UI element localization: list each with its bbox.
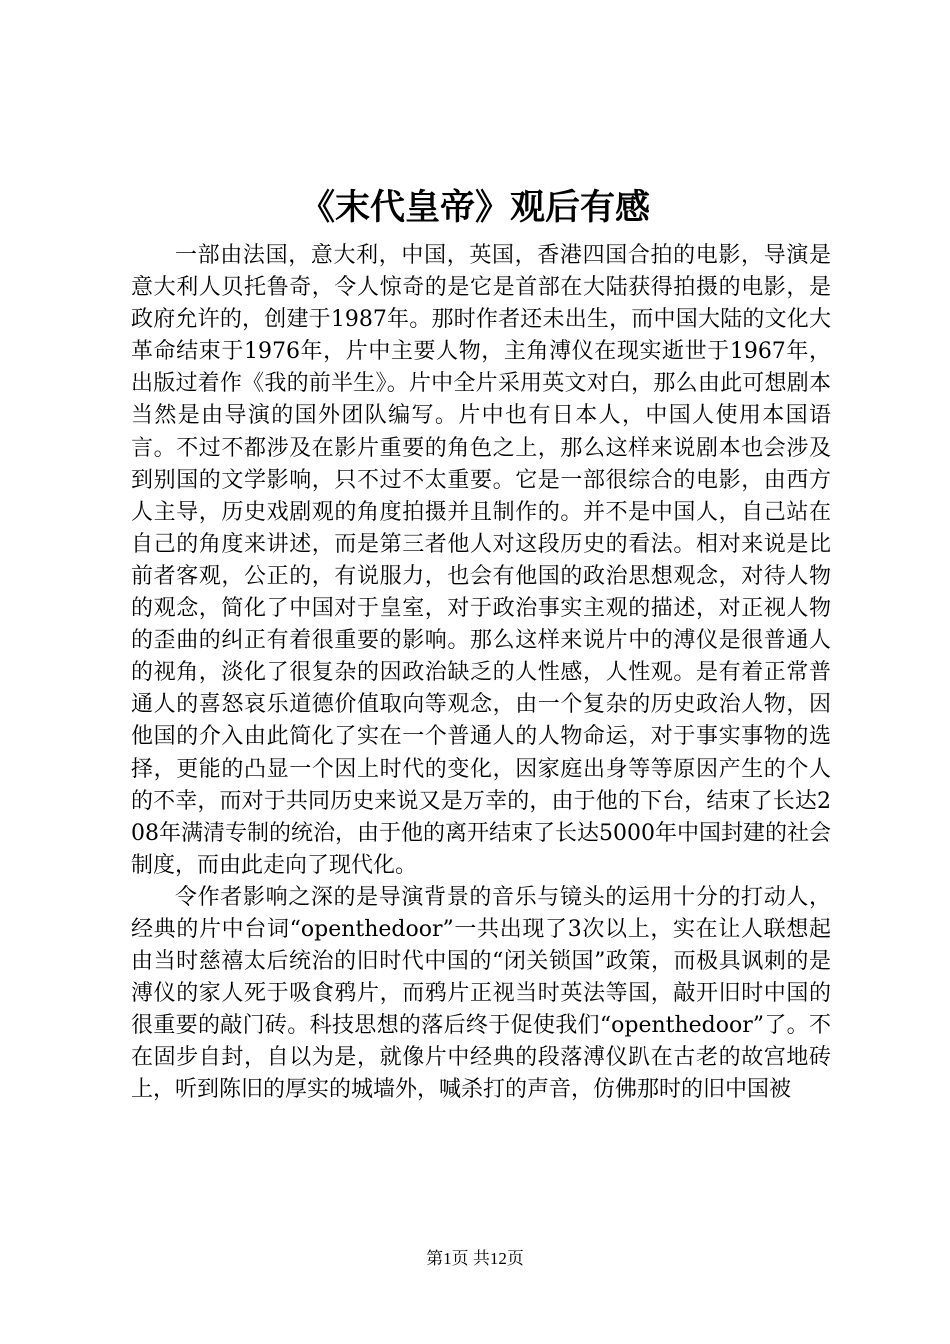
document-title: 《末代皇帝》观后有感 xyxy=(299,188,650,228)
page-footer: 第1页 共12页 xyxy=(426,1249,524,1268)
document-body xyxy=(131,240,831,1107)
paragraph-1: 一部由法国，意大利，中国，英国，香港四国合拍的电影，导演是意大利人贝托鲁奇，令人惊奇的是它是首部在大陆获得拍摄的电影，是政府允许的，创建于1987年。那时作者还未出生，而中国大陆的文化大革命结束于1976年，片中主要人物，主角溥仪在现实逝世于1967年，出版过着作《我的前半生》。片中全片采用英文对白，那么由此可想剧本当然是由导演的国外团队编写。片中也有日本人，中国人使用本国语言。不过不都涉及在影片重要的角色之上，那么这样来说剧本也会涉及到别国的文学影响，只不过不太重要。它是一部很综合的电影，由西方人主导，历史戏剧观的角度拍摄并且制作的。并不是中国人，自己站在自己的角度来讲述，而是第三者他人对这段历史的看法。相对来说是比前者客观，公正的，有说服力，也会有他国的政治思想观念，对待人物的观念，简化了中国对于皇室，对于政治事实主观的描述，对正视人物的歪曲的纠正有着很重要的影响。那么这样来说片中的溥仪是很普通人的视角，淡化了很复杂的因政治缺乏的人性感，人性观。是有着正常普通人的喜怒哀乐道德价值取向等观念，由一个复杂的历史政治人物，因他国的介入由此简化了实在一个普通人的人物命运，对于事实事物的选择，更能的凸显一个因上时代的变化，因家庭出身等等原因产生的个人的不幸，而对于共同历史来说又是万幸的，由于他的下台，结束了长达208年满清专制的统治，由于他的离开结束了长达5000年中国封建的社会制度，而由此走向了现代化。 xyxy=(131,243,831,878)
paragraph-2: 令作者影响之深的是导演背景的音乐与镜头的运用十分的打动人，经典的片中台词“openthedoor”一共出现了3次以上，实在让人联想起由当时慈禧太后统治的旧时代中国的“闭关锁国”政策，而极具讽刺的是溥仪的家人死于吸食鸦片，而鸦片正视当时英法等国，敲开旧时中国的很重要的敲门砖。科技思想的落后终于促使我们“openthedoor”了。不在固步自封，自以为是，就像片中经典的段落溥仪趴在古老的故宫地砖上，听到陈旧的厚实的城墙外，喊杀打的声音，仿佛那时的旧中国被 xyxy=(131,884,831,1103)
